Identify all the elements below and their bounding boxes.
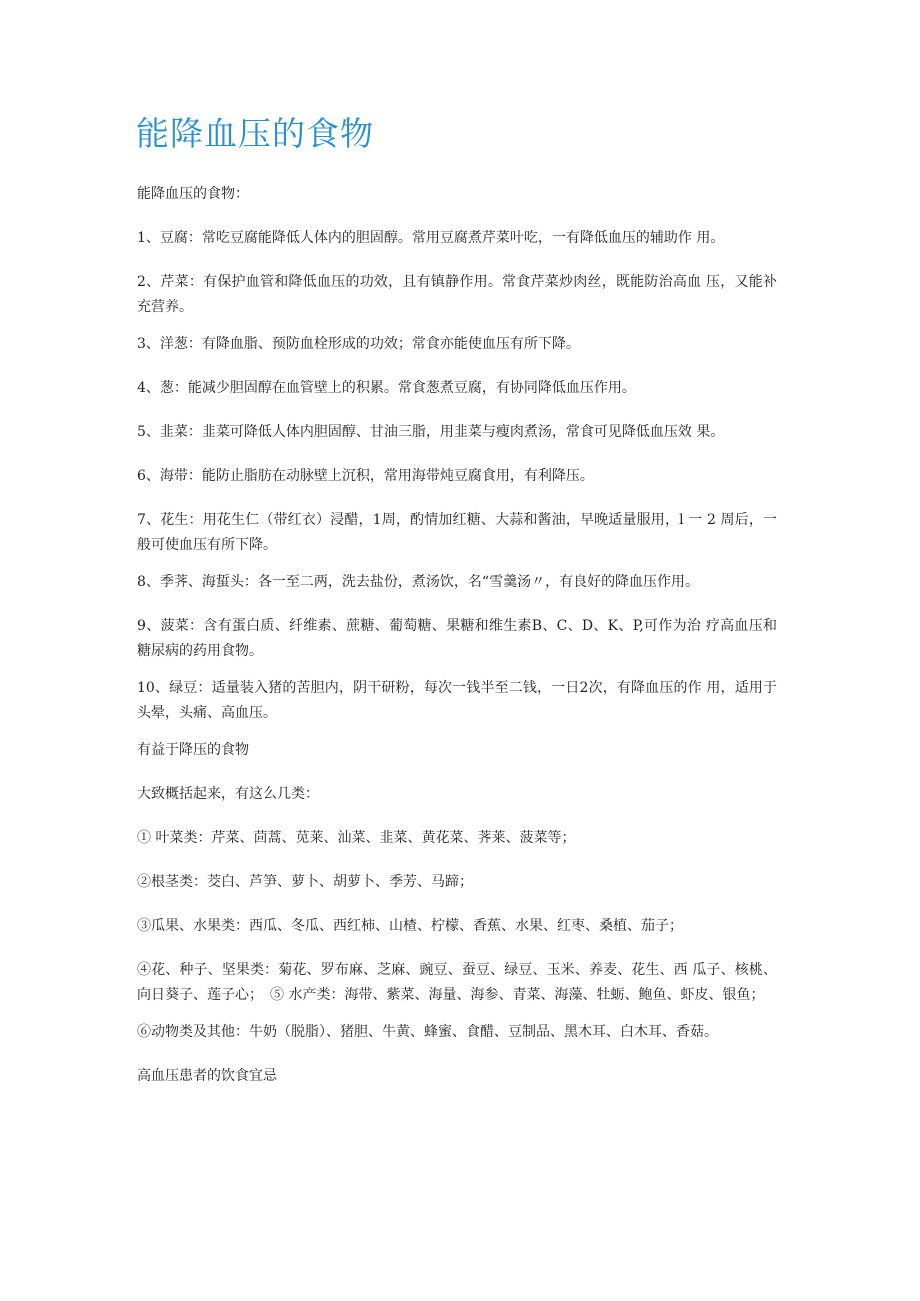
categories-intro: 大致概括起来，有这么几类： xyxy=(137,786,319,802)
category-leafy-vegetables: ① 叶菜类：芹菜、茴蒿、苋莱、汕菜、韭菜、黄花菜、荠莱、菠菜等； xyxy=(137,830,576,846)
section-heading-beneficial-foods: 有益于降压的食物 xyxy=(137,742,249,758)
category-root-vegetables: ②根茎类：茭白、芦笋、萝卜、胡萝卜、季芳、马蹄； xyxy=(137,874,473,890)
list-item-water-chestnut: 8、季荠、海蜇头：各一至二两，洗去盐份，煮汤饮，名“雪羹汤〃，有良好的降血压作用。 xyxy=(137,574,700,590)
list-item-scallion: 4、葱：能减少胆固醇在血管壁上的积累。常食葱煮豆腐，有协同降低血压作用。 xyxy=(137,380,636,396)
page-title: 能降血压的食物 xyxy=(136,114,374,153)
list-item-peanut: 7、花生：用花生仁（带红衣）浸醋，1周，酌情加红糖、大蒜和酱油，早晚适量服用，l 一 2 周后，一般可使血压有所下降。 xyxy=(137,512,777,553)
list-item-celery: 2、芹菜：有保护血管和降低血压的功效，且有镇静作用。常食芹菜炒肉丝，既能防治高血 压，又能补充营养。 xyxy=(137,274,777,315)
document-body xyxy=(137,182,777,1108)
category-fruits: ③瓜果、水果类：西瓜、冬瓜、西红柿、山楂、柠檬、香蕉、水果、红枣、桑植、茄子； xyxy=(137,918,683,934)
list-item-spinach: 9、菠菜：含有蛋白质、纤维素、蔗糖、葡萄糖、果糖和维生素B、C、D、K、P,可作为治 疗高血压和糖尿病的药用食物。 xyxy=(137,618,777,659)
list-item-chives: 5、韭菜：韭菜可降低人体内胆固醇、甘油三脂，用韭菜与瘦肉煮汤，常食可见降低血压效 果。 xyxy=(137,424,725,440)
intro-paragraph: 能降血压的食物： xyxy=(137,186,249,202)
list-item-onion: 3、洋葱：有降血脂、预防血栓形成的功效；常食亦能使血压有所下降。 xyxy=(137,336,580,352)
category-seeds-and-seafood: ④花、种子、坚果类：菊花、罗布麻、芝麻、豌豆、蚕豆、绿豆、玉米、养麦、花生、西 瓜子、核桃、向日葵子、莲子心； ⑤ 水产类：海带、紫菜、海量、海参、青菜、海藻、牡蛎、鲍鱼、虾皮、银鱼； xyxy=(137,962,777,1003)
list-item-kelp: 6、海带：能防止脂肪在动脉壁上沉积，常用海带炖豆腐食用，有利降压。 xyxy=(137,468,594,484)
section-heading-diet-guidance: 高血压患者的饮食宜忌 xyxy=(137,1068,277,1084)
list-item-tofu: 1、豆腐：常吃豆腐能降低人体内的胆固醇。常用豆腐煮芹菜叶吃，一有降低血压的辅助作 用。 xyxy=(137,230,725,246)
list-item-mung-bean: 10、绿豆：适量装入猪的苦胆内，阴干研粉，每次一钱半至二钱，一日2次，有降血压的作 用，适用于头晕，头痛、高血压。 xyxy=(137,680,777,721)
category-animal-and-other: ⑥动物类及其他：牛奶（脱脂）、猪胆、牛黄、蜂蜜、食醋、豆制品、黑木耳、白木耳、香菇。 xyxy=(137,1024,718,1040)
